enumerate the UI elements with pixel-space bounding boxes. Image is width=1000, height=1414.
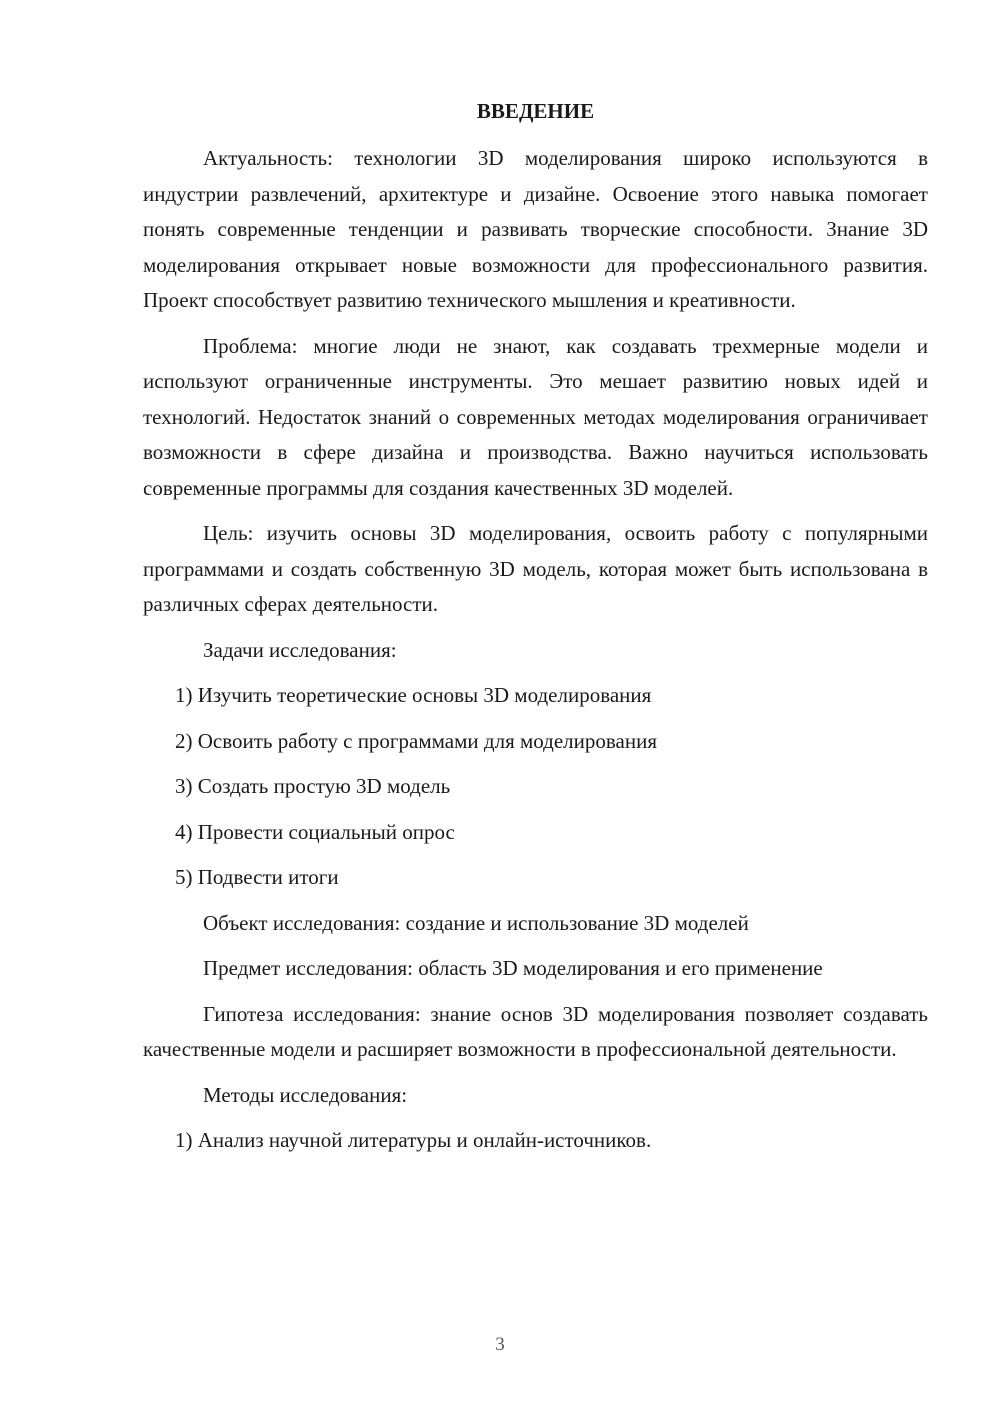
paragraph-hypothesis: Гипотеза исследования: знание основ 3D моделирования позволяет создавать качественные модели и расширяет возможности в профессиональной деятельности. — [143, 1001, 928, 1061]
list-item: 3) Создать простую 3D модель — [175, 774, 451, 798]
tasks-list — [143, 678, 928, 896]
paragraph-relevance: Актуальность: технологии 3D моделирования широко используются в индустрии развлечений, архитектуре и дизайне. Освоение этого навыка помогает понять современные тенденции и развивать творческие способности. Знание 3D моделирования открывает новые возможности для профессионального развития. Проект способствует развитию технического мышления и креативности. — [143, 146, 928, 312]
page-number: 3 — [495, 1334, 505, 1355]
list-item: 5) Подвести итоги — [175, 865, 339, 889]
methods-heading: Методы исследования: — [203, 1082, 408, 1107]
methods-list — [143, 1123, 928, 1159]
paragraph-subject: Предмет исследования: область 3D моделирования и его применение — [203, 956, 823, 980]
list-item: 1) Анализ научной литературы и онлайн-источников. — [175, 1128, 652, 1152]
paragraph-problem: Проблема: многие люди не знают, как создавать трехмерные модели и используют ограниченные инструменты. Это мешает развитию новых идей и технологий. Недостаток знаний о современных методах моделирования ограничивает возможности в сфере дизайна и производства. Важно научиться использовать современные программы для создания качественных 3D моделей. — [143, 333, 928, 500]
list-item: 2) Освоить работу с программами для моделирования — [175, 728, 657, 753]
document-page — [143, 96, 928, 1169]
paragraph-object: Объект исследования: создание и использование 3D моделей — [203, 910, 749, 935]
list-item: 1) Изучить теоретические основы 3D моделирования — [175, 683, 652, 707]
list-item: 4) Провести социальный опрос — [175, 819, 455, 844]
paragraph-goal: Цель: изучить основы 3D моделирования, освоить работу с популярными программами и создать собственную 3D модель, которая может быть использована в различных сферах деятельности. — [143, 521, 928, 616]
tasks-heading: Задачи исследования: — [203, 637, 397, 662]
page-title: ВВЕДЕНИЕ — [476, 99, 595, 123]
